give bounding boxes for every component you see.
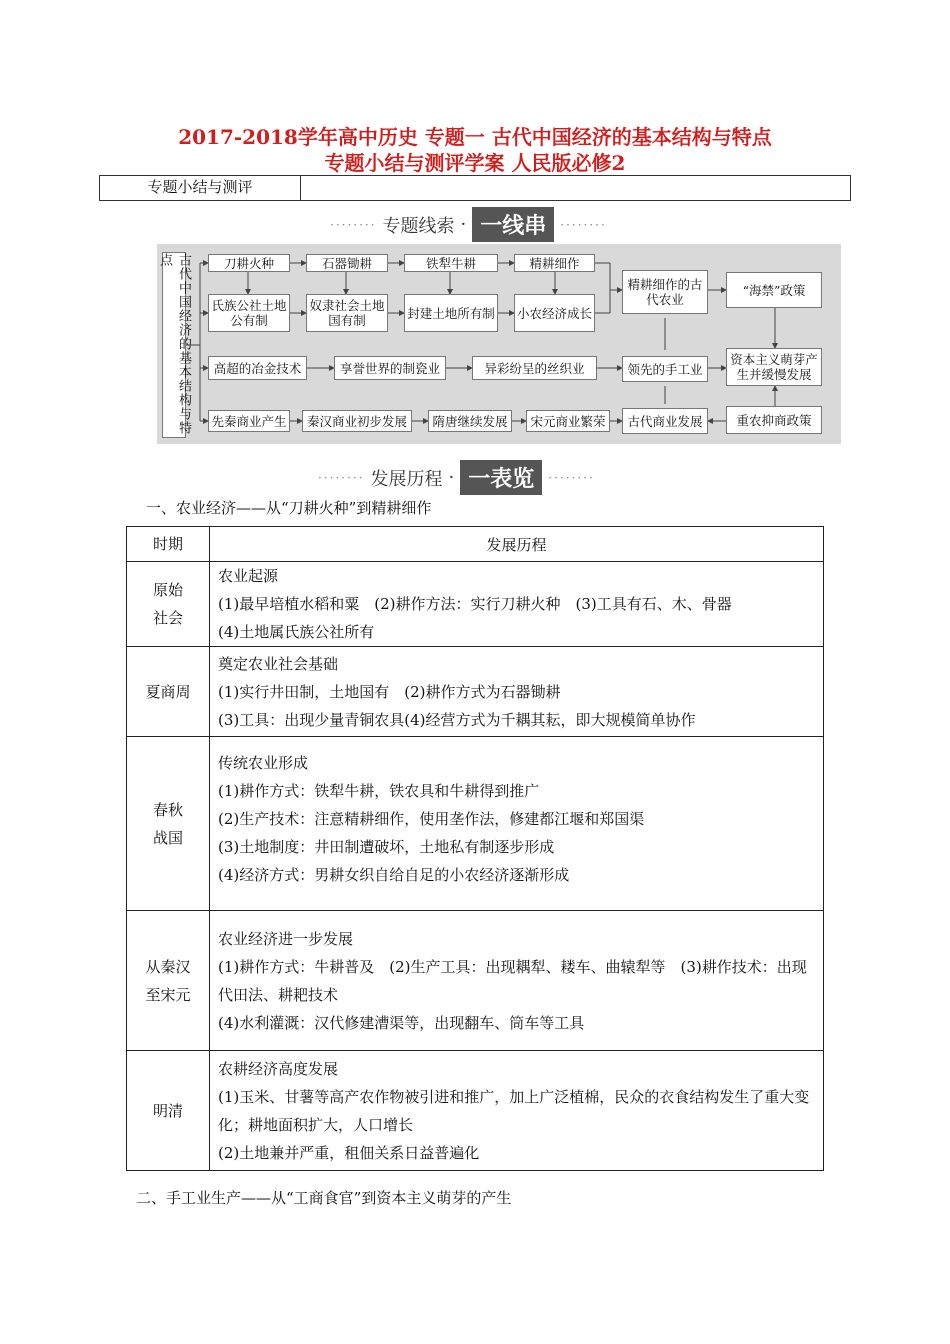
row-period bbox=[127, 911, 210, 1051]
node-r1-3: 铁犁牛耕 bbox=[404, 254, 498, 272]
period-text: 战国 bbox=[152, 828, 183, 847]
banner-dots: ········ bbox=[560, 217, 607, 232]
diagram-connectors bbox=[0, 0, 950, 460]
row-content bbox=[210, 562, 824, 647]
banner-history bbox=[318, 460, 595, 495]
content-line: (4)经济方式：男耕女织自给自足的小农经济逐渐形成 bbox=[218, 866, 570, 884]
content-line: (1)耕作方式：牛耕普及 (2)生产工具：出现耦犁、耧车、曲辕犁等 (3)耕作技术：出现代田法、耕耙技术 bbox=[218, 957, 807, 1004]
content-line: (2)生产技术：注意精耕细作，使用垄作法，修建都江堰和郑国渠 bbox=[218, 810, 645, 828]
period-text: 从秦汉 bbox=[145, 957, 191, 976]
banner-dots: ········ bbox=[548, 470, 595, 485]
node-r2-2: 奴隶社会土地国有制 bbox=[306, 294, 388, 332]
row-period bbox=[127, 562, 210, 647]
node-r2-4: 小农经济成长 bbox=[514, 294, 595, 332]
content-line: (1)实行井田制，土地国有 (2)耕作方式为石器锄耕 bbox=[218, 682, 561, 701]
header-cell: 专题小结与测评 bbox=[100, 176, 301, 200]
header-history: 发展历程 bbox=[210, 527, 824, 562]
row-content bbox=[210, 737, 824, 911]
content-line: 农耕经济高度发展 bbox=[218, 1059, 339, 1078]
node-r3-1: 高超的冶金技术 bbox=[208, 356, 307, 380]
diagram-root: 古代中国经济的基本结构与特点 bbox=[162, 252, 186, 438]
node-r4-4: 宋元商业繁荣 bbox=[526, 410, 610, 432]
node-r2-1: 氏族公社土地公有制 bbox=[208, 294, 290, 332]
row-content bbox=[210, 911, 824, 1051]
period-text: 明清 bbox=[152, 1101, 183, 1120]
content-line: (1)最早培植水稻和粟 (2)耕作方法：实行刀耕火种 (3)工具有石、木、骨器 bbox=[218, 595, 732, 613]
content-line: 传统农业形成 bbox=[218, 754, 309, 772]
banner-box: 一表览 bbox=[460, 460, 542, 495]
banner-text: 发展历程 bbox=[370, 468, 443, 490]
table-row bbox=[127, 1051, 824, 1171]
row-period bbox=[127, 1051, 210, 1171]
table-header-row bbox=[127, 527, 824, 562]
node-r1-4: 精耕细作 bbox=[514, 254, 595, 272]
doc-title-line1: 2017-2018学年高中历史 专题一 古代中国经济的基本结构与特点 bbox=[178, 125, 772, 149]
period-text: 夏商周 bbox=[145, 682, 191, 701]
node-r3-3: 异彩纷呈的丝织业 bbox=[472, 356, 597, 380]
content-line: (4)水利灌溉：汉代修建漕渠等，出现翻车、筒车等工具 bbox=[218, 1013, 585, 1032]
section-heading-2: 二、手工业生产——从“工商食官”到资本主义萌芽的产生 bbox=[136, 1189, 512, 1207]
period-text: 原始 bbox=[152, 581, 183, 599]
node-r2-3: 封建土地所有制 bbox=[404, 294, 498, 332]
node-haijin: “海禁”政策 bbox=[726, 272, 822, 308]
doc-title-line2: 专题小结与测评学案 人民版必修2 bbox=[324, 151, 626, 175]
history-table bbox=[126, 526, 824, 1171]
node-r4-3: 隋唐继续发展 bbox=[428, 410, 512, 432]
content-line: 农业经济进一步发展 bbox=[218, 929, 354, 948]
node-capitalism: 资本主义萌芽产生并缓慢发展 bbox=[726, 348, 822, 386]
row-period bbox=[127, 737, 210, 911]
table-row bbox=[127, 737, 824, 911]
node-r4-1: 先秦商业产生 bbox=[208, 410, 290, 432]
node-r1-1: 刀耕火种 bbox=[208, 254, 290, 272]
content-line: (3)土地制度：井田制遭破坏，土地私有制逐步形成 bbox=[218, 838, 555, 856]
header-period: 时期 bbox=[127, 527, 210, 562]
node-zhongnong: 重农抑商政策 bbox=[726, 406, 822, 434]
banner-box: 一线串 bbox=[472, 207, 554, 242]
content-line: (4)土地属氏族公社所有 bbox=[218, 623, 375, 641]
banner-dots: ········ bbox=[318, 470, 365, 485]
section-heading-1: 一、农业经济——从“刀耕火种”到精耕细作 bbox=[146, 499, 432, 517]
content-line: (2)土地兼并严重，租佃关系日益普遍化 bbox=[218, 1143, 480, 1162]
banner-sep: · bbox=[460, 214, 467, 235]
period-text: 春秋 bbox=[152, 800, 183, 819]
banner-sep: · bbox=[448, 467, 455, 488]
table-row bbox=[127, 647, 824, 737]
period-text: 至宋元 bbox=[145, 985, 191, 1004]
table-row bbox=[127, 562, 824, 647]
period-text: 社会 bbox=[152, 609, 183, 627]
table-row bbox=[127, 911, 824, 1051]
row-content bbox=[210, 647, 824, 737]
node-r4-2: 秦汉商业初步发展 bbox=[302, 410, 412, 432]
node-commerce: 古代商业发展 bbox=[622, 408, 708, 434]
content-line: 奠定农业社会基础 bbox=[218, 654, 339, 673]
node-agri: 精耕细作的古代农业 bbox=[622, 270, 708, 314]
content-line: 农业起源 bbox=[218, 567, 279, 585]
content-line: (1)玉米、甘薯等高产农作物被引进和推广，加上广泛植棉，民众的衣食结构发生了重大变化；耕地面积扩大，人口增长 bbox=[218, 1087, 810, 1134]
content-line: (1)耕作方式：铁犁牛耕，铁农具和牛耕得到推广 bbox=[218, 782, 540, 800]
row-content bbox=[210, 1051, 824, 1171]
node-r1-2: 石器锄耕 bbox=[306, 254, 388, 272]
banner-text: 专题线索 bbox=[382, 215, 455, 237]
node-craft: 领先的手工业 bbox=[622, 356, 708, 382]
node-r3-2: 享誉世界的制瓷业 bbox=[334, 356, 446, 380]
content-line: (3)工具：出现少量青铜农具(4)经营方式为千耦其耘，即大规模简单协作 bbox=[218, 710, 696, 729]
row-period bbox=[127, 647, 210, 737]
banner-dots: ········ bbox=[330, 217, 377, 232]
